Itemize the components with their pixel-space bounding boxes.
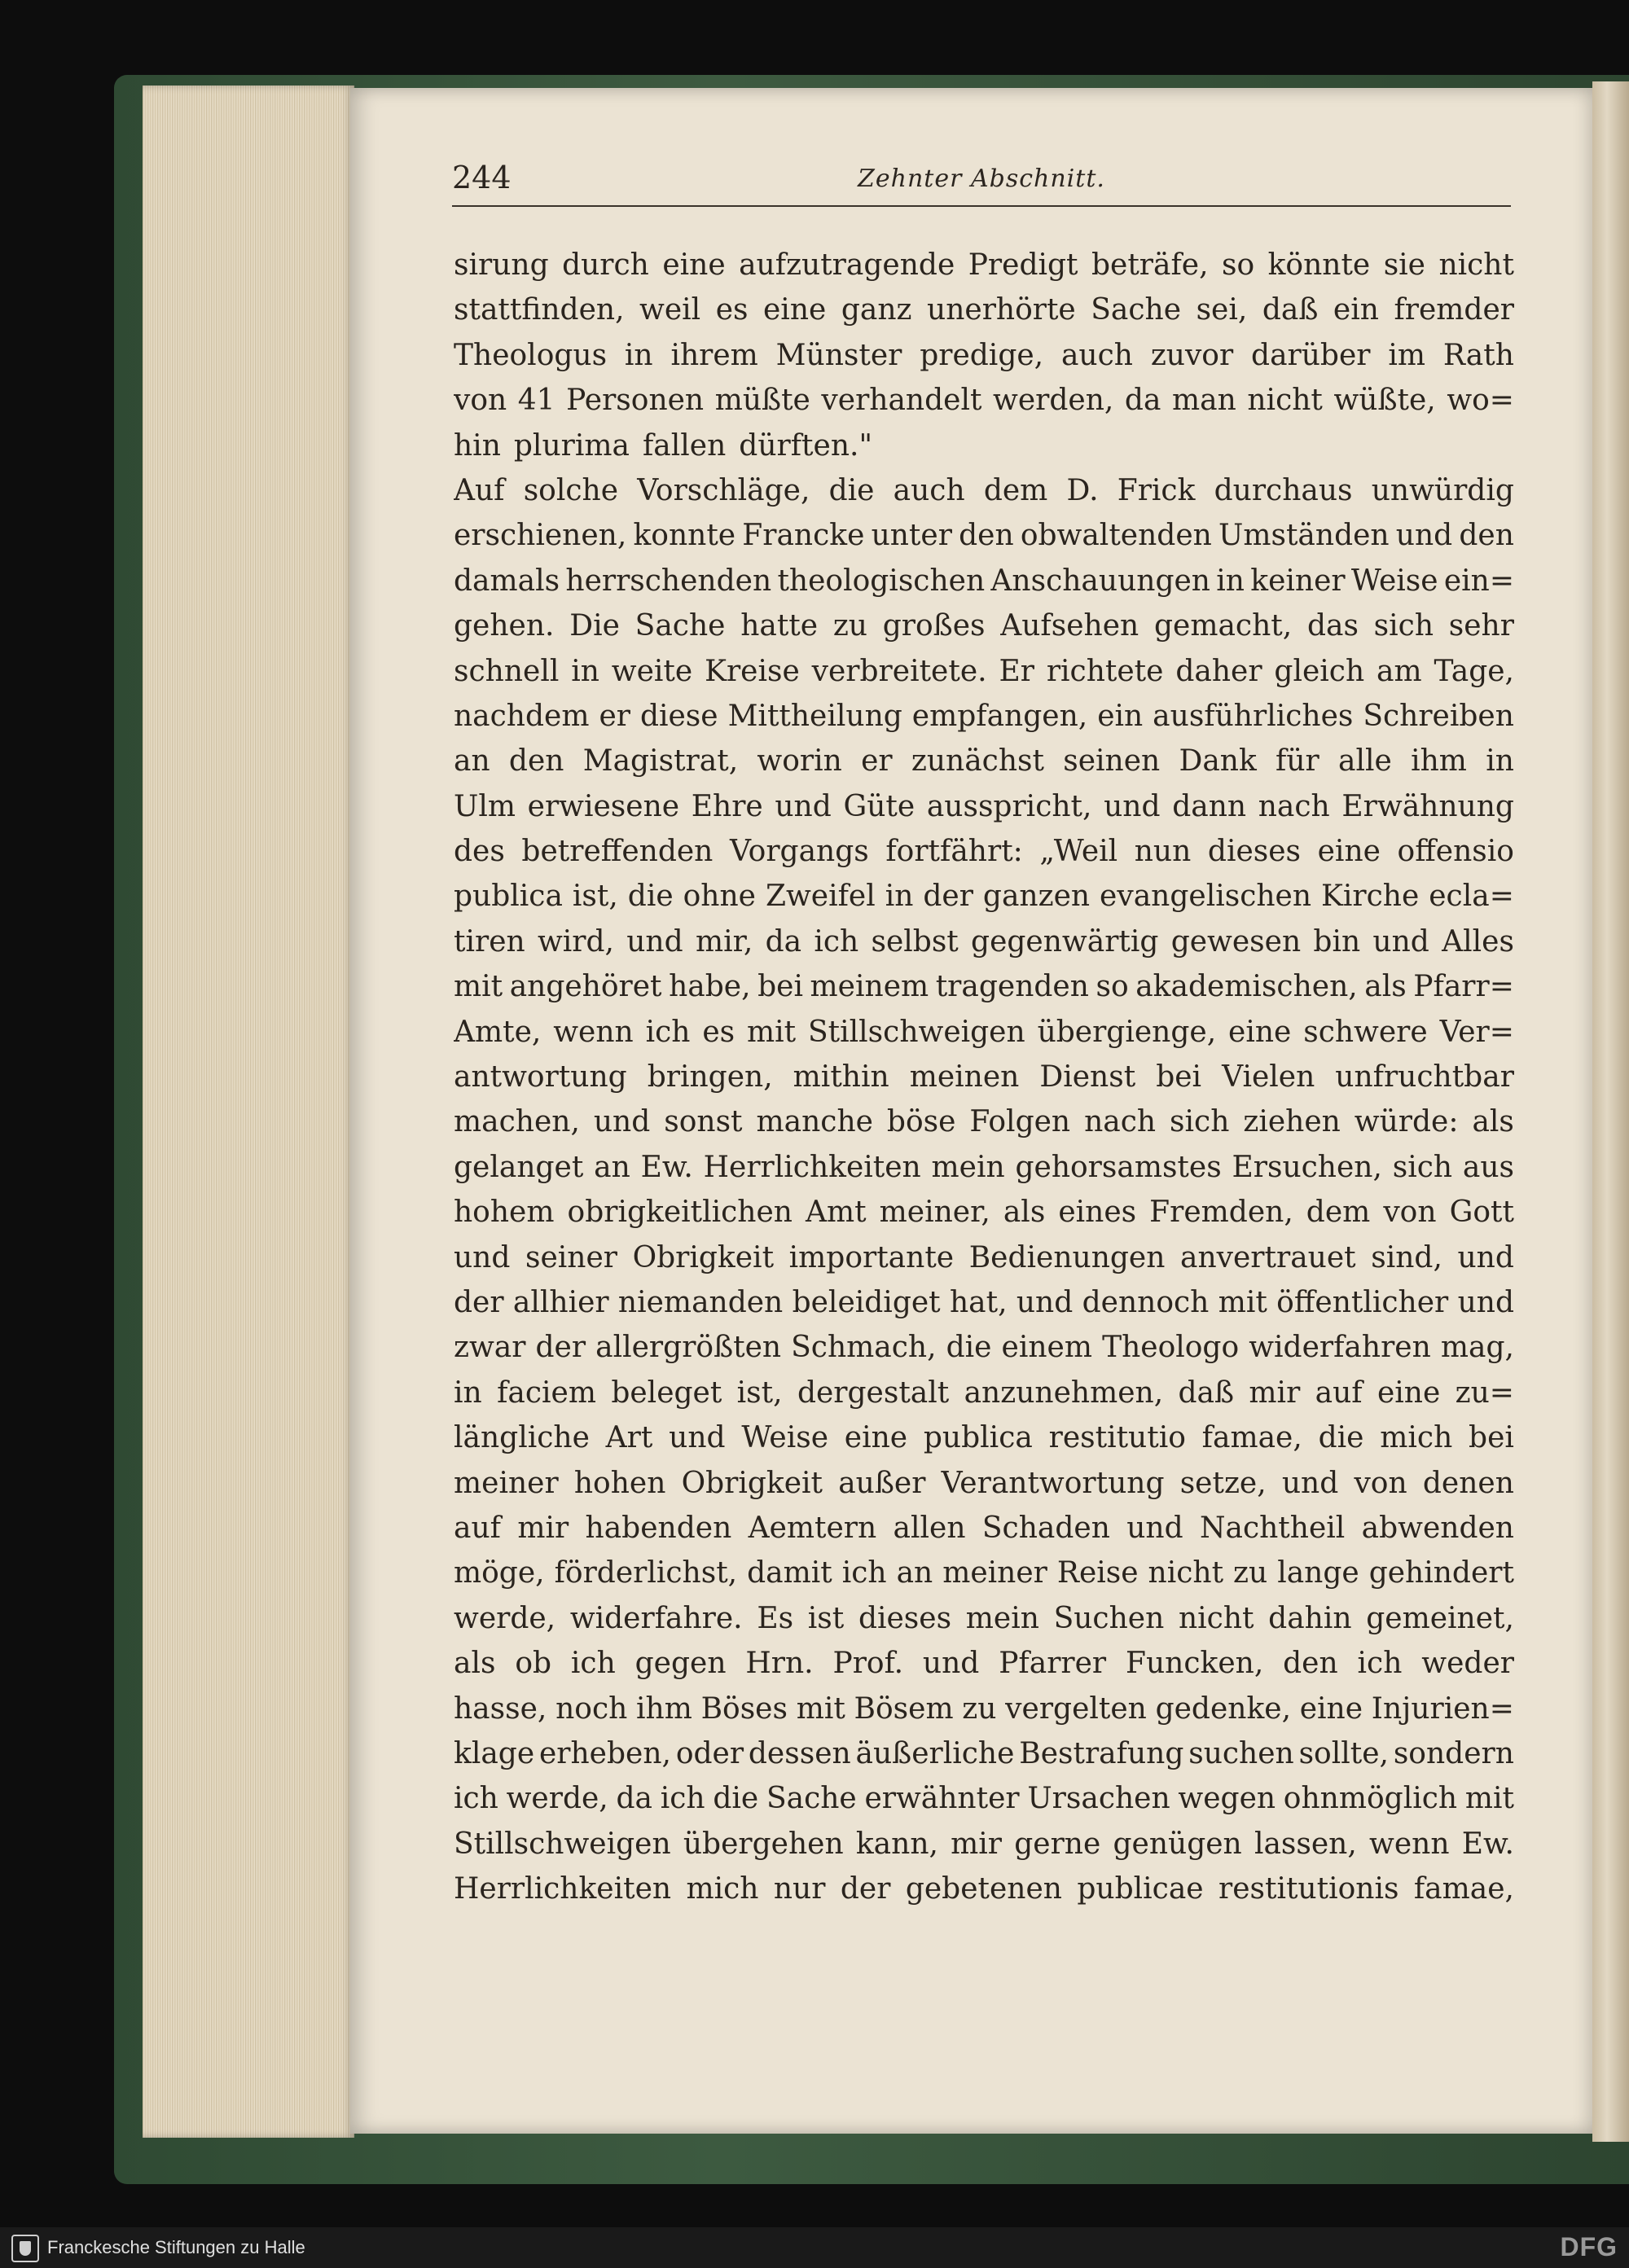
text-line: damals herrschenden theologischen Anschauungen in keiner Weise ein=: [454, 564, 1514, 598]
text-line: zwar der allergrößten Schmach, die einem Theologo widerfahren mag,: [454, 1331, 1514, 1365]
text-line: Ulm erwiesene Ehre und Güte ausspricht, und dann nach Erwähnung: [454, 789, 1514, 823]
text-line: schnell in weite Kreise verbreitete. Er richtete daher gleich am Tage,: [454, 654, 1514, 688]
text-line: mit angehöret habe, bei meinem tragenden so akademischen, als Pfarr=: [454, 970, 1514, 1004]
page-number: 244: [452, 160, 512, 195]
text-line: von 41 Personen müßte verhandelt werden, da man nicht wüßte, wo=: [454, 384, 1514, 418]
text-line: werde, widerfahre. Es ist dieses mein Suchen nicht dahin gemeinet,: [454, 1601, 1514, 1635]
text-line: machen, und sonst manche böse Folgen nach sich ziehen würde: als: [454, 1105, 1514, 1139]
text-line: erschienen, konnte Francke unter den obwaltenden Umständen und den: [454, 519, 1514, 553]
text-line: des betreffenden Vorgangs fortfährt: „Weil nun dieses eine offensio: [454, 835, 1514, 869]
text-line: Auf solche Vorschläge, die auch dem D. Frick durchaus unwürdig: [454, 473, 1514, 507]
page-edges: [143, 86, 354, 2138]
text-line: sirung durch eine aufzutragende Predigt beträfe, so könnte sie nicht: [454, 248, 1514, 282]
text-line: nachdem er diese Mittheilung empfangen, ein ausführliches Schreiben: [454, 699, 1514, 733]
text-line: ich werde, da ich die Sache erwähnter Ursachen wegen ohnmöglich mit: [454, 1782, 1514, 1816]
text-line: tiren wird, und mir, da ich selbst gegenwärtig gewesen bin und Alles: [454, 924, 1514, 959]
text-line: hin plurima fallen dürften.": [454, 428, 873, 463]
text-line: hohem obrigkeitlichen Amt meiner, als eines Fremden, dem von Gott: [454, 1195, 1514, 1230]
text-line: und seiner Obrigkeit importante Bedienungen anvertrauet sind, und: [454, 1240, 1514, 1274]
page-header: [452, 156, 1511, 207]
text-line: längliche Art und Weise eine publica restitutio famae, die mich bei: [454, 1421, 1514, 1455]
text-line: gelanget an Ew. Herrlichkeiten mein gehorsamstes Ersuchen, sich aus: [454, 1150, 1514, 1184]
text-line: gehen. Die Sache hatte zu großes Aufsehen gemacht, das sich sehr: [454, 609, 1514, 643]
text-line: der allhier niemanden beleidiget hat, und dennoch mit öffentlicher und: [454, 1285, 1514, 1319]
institution-name[interactable]: Franckesche Stiftungen zu Halle: [47, 2237, 305, 2257]
text-line: stattfinden, weil es eine ganz unerhörte Sache sei, daß ein fremder: [454, 293, 1514, 327]
text-line: in faciem beleget ist, dergestalt anzunehmen, daß mir auf eine zu=: [454, 1375, 1514, 1410]
text-line: publica ist, die ohne Zweifel in der ganzen evangelischen Kirche ecla=: [454, 880, 1514, 914]
text-line: Amte, wenn ich es mit Stillschweigen übergienge, eine schwere Ver=: [454, 1015, 1514, 1049]
text-line: als ob ich gegen Hrn. Prof. und Pfarrer Funcken, den ich weder: [454, 1647, 1514, 1681]
text-line: antwortung bringen, mithin meinen Dienst bei Vielen unfruchtbar: [454, 1060, 1514, 1095]
text-line: auf mir habenden Aemtern allen Schaden und Nachtheil abwenden: [454, 1511, 1514, 1545]
body-text: [454, 243, 1514, 1911]
dfg-logo: DFG: [1560, 2232, 1618, 2261]
text-line: Herrlichkeiten mich nur der gebetenen publicae restitutionis famae,: [454, 1872, 1514, 1906]
text-line: klage erheben, oder dessen äußerliche Bestrafung suchen sollte, sondern: [454, 1736, 1514, 1770]
right-page-edge: [1592, 81, 1629, 2142]
text-line: meiner hohen Obrigkeit außer Verantwortung setze, und von denen: [454, 1466, 1514, 1500]
text-line: hasse, noch ihm Böses mit Bösem zu vergelten gedenke, eine Injurien=: [454, 1691, 1514, 1726]
footer-bar: [0, 2227, 1629, 2268]
running-title: Zehnter Abschnitt.: [858, 165, 1105, 193]
text-line: Theologus in ihrem Münster predige, auch zuvor darüber im Rath: [454, 338, 1514, 372]
text-line: an den Magistrat, worin er zunächst seinen Dank für alle ihm in: [454, 744, 1514, 779]
text-line: Stillschweigen übergehen kann, mir gerne genügen lassen, wenn Ew.: [454, 1827, 1514, 1861]
text-line: möge, förderlichst, damit ich an meiner Reise nicht zu lange gehindert: [454, 1556, 1514, 1590]
institution-logo-icon: [11, 2235, 39, 2262]
